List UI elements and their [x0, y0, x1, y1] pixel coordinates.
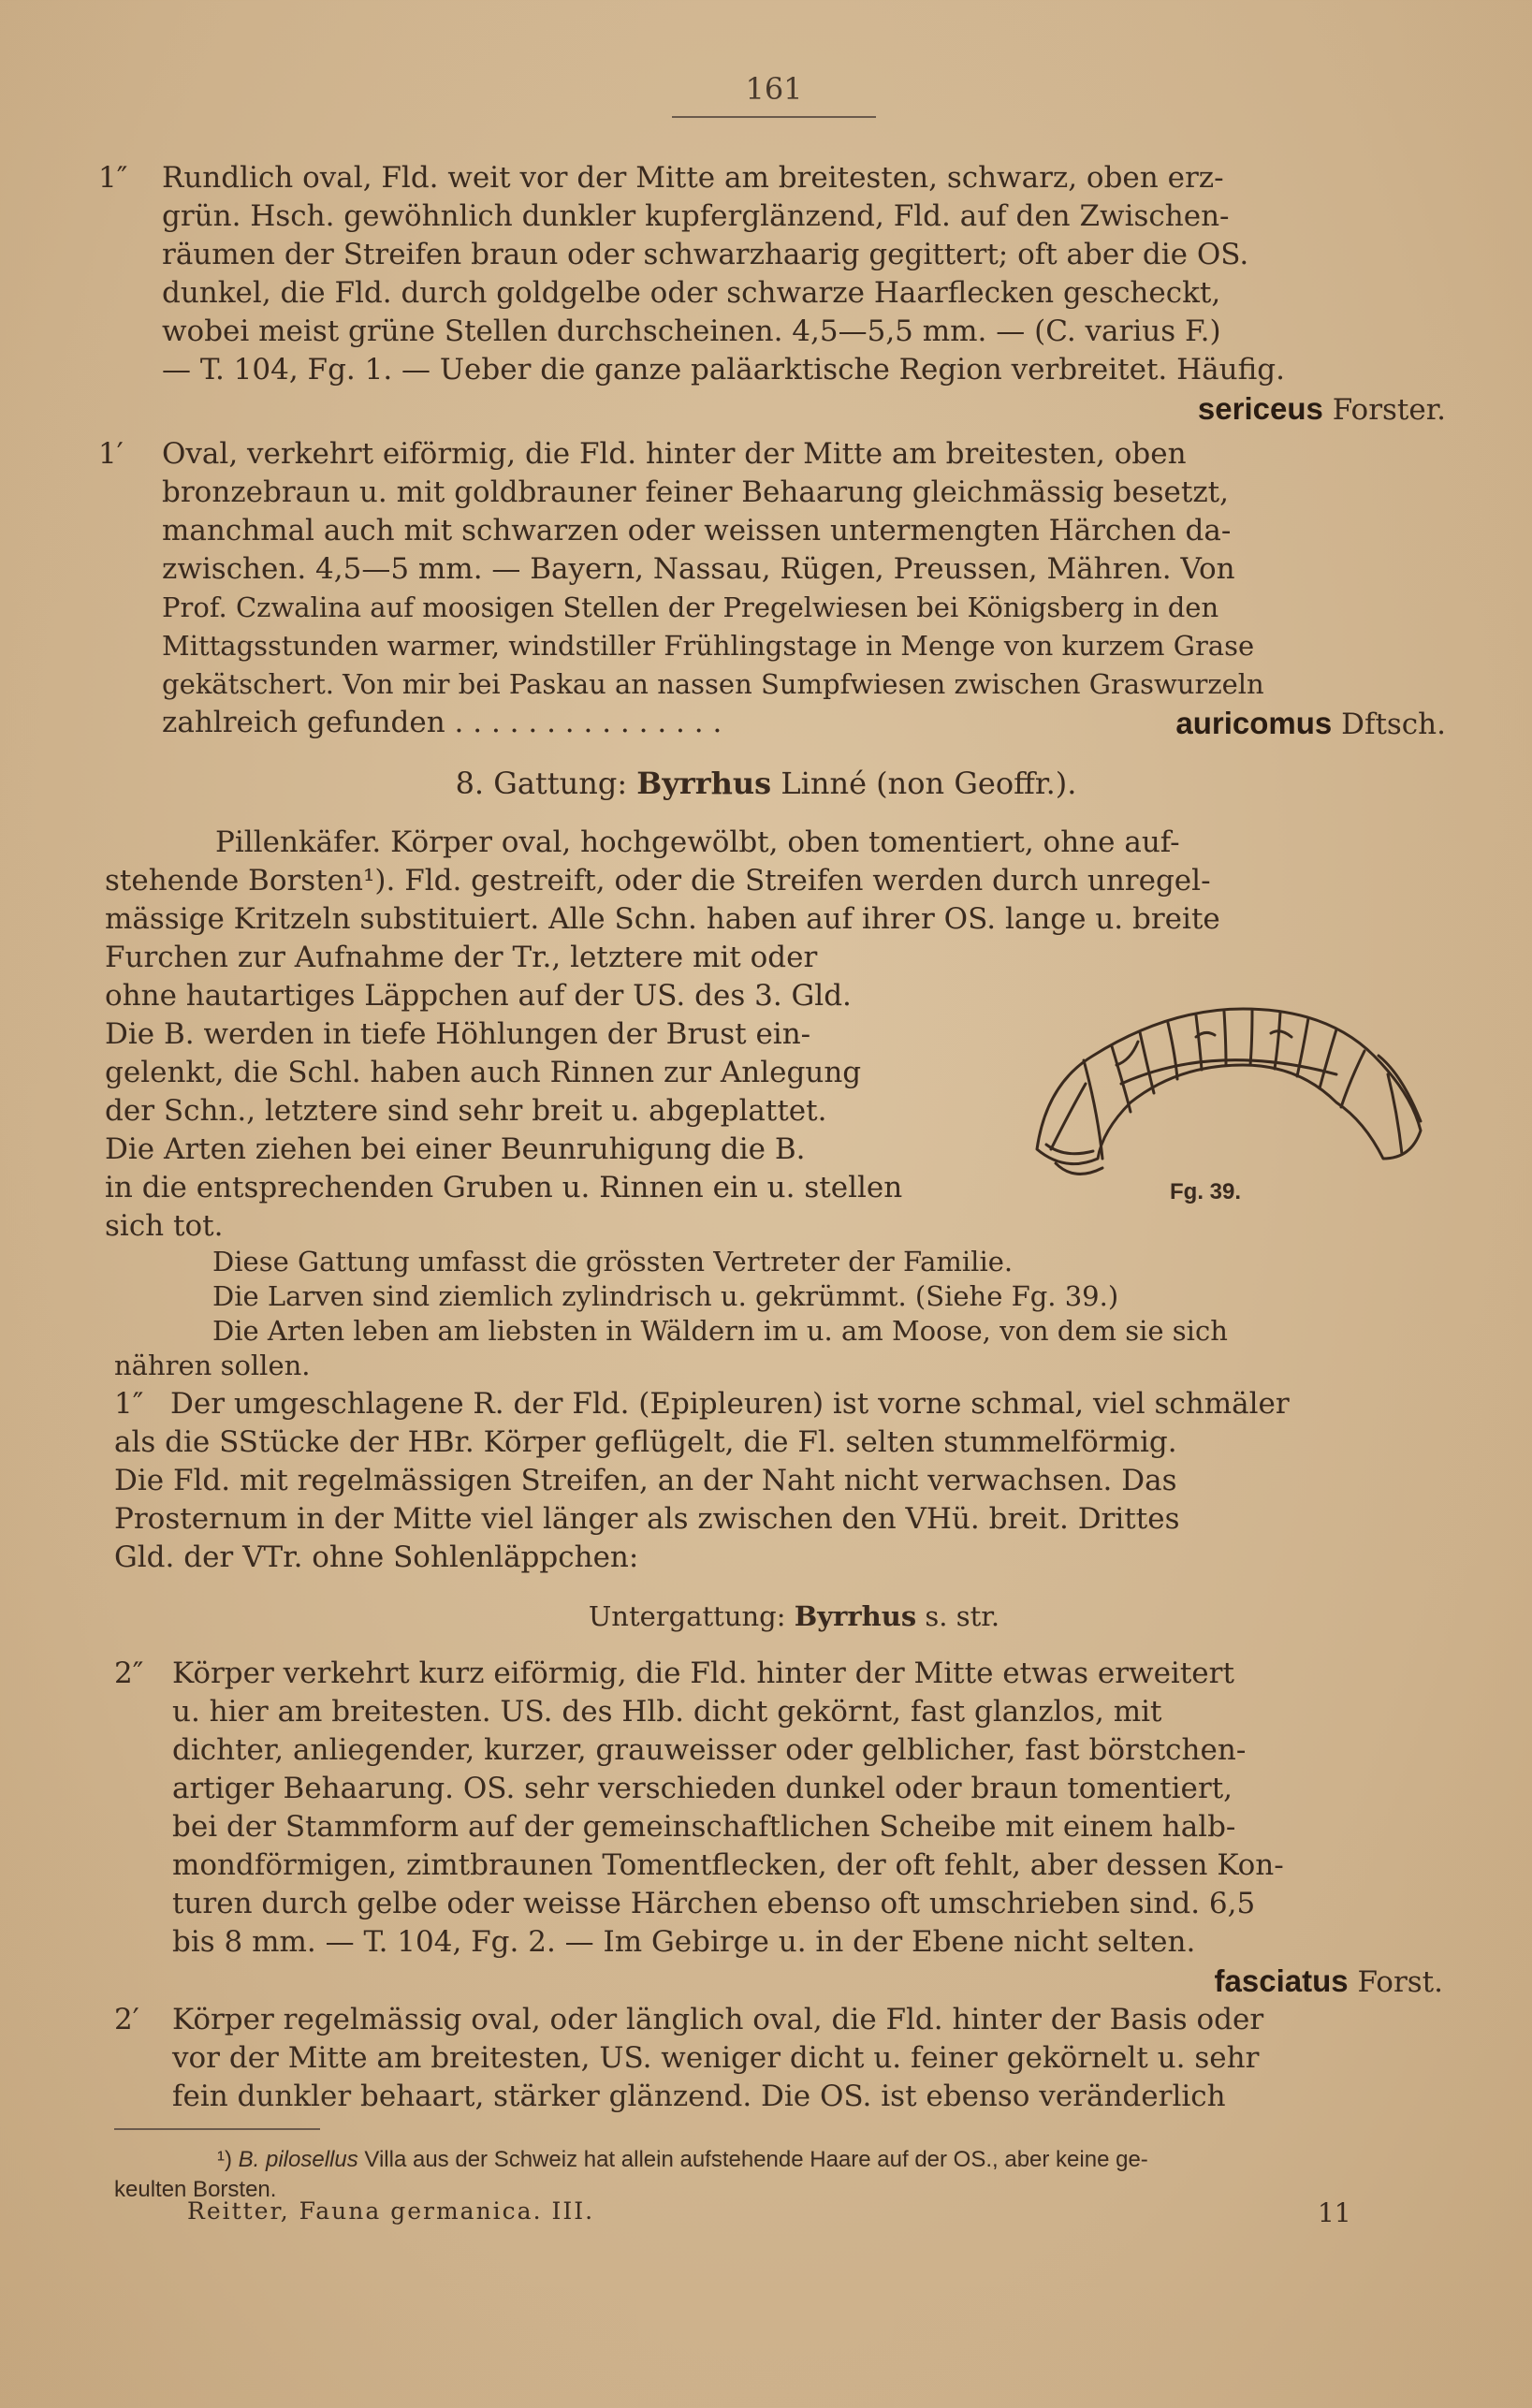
text-line: vor der Mitte am breitesten, US. weniger dicht u. feiner gekörnelt u. sehr	[172, 2041, 1260, 2075]
text-line: Die Arten ziehen bei einer Beunruhigung die B.	[105, 1132, 806, 1166]
text-line: sich tot.	[105, 1209, 224, 1243]
text-line: wobei meist grüne Stellen durchscheinen. 4,5—5,5 mm. — (C. varius F.)	[162, 314, 1221, 348]
key-entry-2	[98, 435, 1446, 744]
key-label: 1′	[98, 437, 124, 471]
footnote-text: Villa aus der Schweiz hat allein aufstehende Haare auf der OS., aber keine ge-	[364, 2147, 1148, 2172]
text-line: bronzebraun u. mit goldbrauner feiner Behaarung gleichmässig besetzt,	[162, 475, 1229, 509]
figure-caption: Fg. 39.	[1170, 1179, 1242, 1204]
species-name: sericeus	[1197, 391, 1323, 426]
text-line: zwischen. 4,5—5 mm. — Bayern, Nassau, Rügen, Preussen, Mähren. Von	[162, 552, 1235, 586]
text-line: ohne hautartiges Läppchen auf der US. des 3. Gld.	[105, 979, 852, 1013]
text-line: Rundlich oval, Fld. weit vor der Mitte am breitesten, schwarz, oben erz-	[162, 161, 1224, 195]
heading-suffix: Linné (non Geoffr.).	[781, 766, 1077, 801]
note-line: nähren sollen.	[114, 1350, 311, 1381]
species-author: Dftsch.	[1341, 708, 1446, 741]
species-author: Forster.	[1332, 393, 1446, 427]
larva-illustration	[1028, 971, 1439, 1215]
text-line: grün. Hsch. gewöhnlich dunkler kupferglänzend, Fld. auf den Zwischen-	[162, 199, 1230, 233]
page-number: 161	[672, 71, 876, 118]
heading-prefix: Untergattung:	[588, 1600, 786, 1632]
text-line: zahlreich gefunden . . . . . . . . . . . . . . .	[162, 706, 722, 739]
text-line: dunkel, die Fld. durch goldgelbe oder schwarze Haarflecken gescheckt,	[162, 276, 1221, 310]
text-line: als die SStücke der HBr. Körper geflügelt, die Fl. selten stummelförmig.	[114, 1425, 1177, 1459]
note-line: Die Larven sind ziemlich zylindrisch u. gekrümmt. (Siehe Fg. 39.)	[212, 1280, 1119, 1312]
species-line	[162, 704, 1446, 744]
key-label: 1″	[98, 161, 128, 195]
text-line: fein dunkler behaart, stärker glänzend. Die OS. ist ebenso veränderlich	[172, 2080, 1226, 2113]
key-text	[162, 159, 1446, 430]
text-line: Der umgeschlagene R. der Fld. (Epipleuren) ist vorne schmal, viel schmäler	[170, 1387, 1290, 1421]
key-text	[172, 1655, 1443, 2002]
text-line: Körper regelmässig oval, oder länglich oval, die Fld. hinter der Basis oder	[172, 2003, 1264, 2036]
species-author: Forst.	[1357, 1965, 1443, 1999]
species-line	[172, 1962, 1443, 2002]
subgenus-name: Byrrhus	[794, 1600, 917, 1632]
text-line: Gld. der VTr. ohne Sohlenläppchen:	[114, 1540, 639, 1574]
text-line: manchmal auch mit schwarzen oder weissen untermengten Härchen da-	[162, 514, 1232, 547]
key-entry-1	[98, 159, 1446, 430]
text-line: Furchen zur Aufnahme der Tr., letztere mit oder	[105, 941, 818, 974]
text-line: Pillenkäfer. Körper oval, hochgewölbt, oben tomentiert, ohne auf-	[215, 825, 1180, 859]
text-line: — T. 104, Fg. 1. — Ueber die ganze paläarktische Region verbreitet. Häufig.	[162, 353, 1285, 387]
key-label: 1″	[114, 1387, 144, 1421]
text-line: dichter, anliegender, kurzer, grauweisser oder gelblicher, fast börstchen-	[172, 1733, 1247, 1767]
key-text	[172, 2001, 1443, 2116]
species-name: auricomus	[1175, 706, 1333, 740]
note-line: Diese Gattung umfasst die grössten Vertreter der Familie.	[212, 1246, 1014, 1277]
text-line: bis 8 mm. — T. 104, Fg. 2. — Im Gebirge u. in der Ebene nicht selten.	[172, 1925, 1196, 1959]
footnote-marker: ¹)	[217, 2147, 232, 2172]
text-line: Körper verkehrt kurz eiförmig, die Fld. hinter der Mitte etwas erweitert	[172, 1656, 1234, 1690]
footer-signature: Reitter, Fauna germanica. III.	[187, 2197, 595, 2225]
text-line: gelenkt, die Schl. haben auch Rinnen zur Anlegung	[105, 1056, 862, 1089]
signature-number: 11	[1318, 2197, 1351, 2228]
text-line: der Schn., letztere sind sehr breit u. abgeplattet.	[105, 1094, 827, 1128]
footnote	[114, 2145, 1452, 2205]
text-line: Oval, verkehrt eiförmig, die Fld. hinter der Mitte am breitesten, oben	[162, 437, 1187, 471]
footnote-rule	[114, 2128, 320, 2130]
key-text	[170, 1385, 1443, 1423]
text-line: Die Fld. mit regelmässigen Streifen, an der Naht nicht verwachsen. Das	[114, 1464, 1177, 1497]
note-line: Die Arten leben am liebsten in Wäldern im u. am Moose, von dem sie sich	[212, 1315, 1228, 1347]
text-line: gekätschert. Von mir bei Paskau an nassen Sumpfwiesen zwischen Graswurzeln	[162, 668, 1264, 700]
text-line: Prof. Czwalina auf moosigen Stellen der Pregelwiesen bei Königsberg in den	[162, 591, 1219, 623]
text-line: in die entsprechenden Gruben u. Rinnen ein u. stellen	[105, 1171, 903, 1204]
key-label: 2′	[114, 2003, 139, 2036]
genus-heading	[0, 766, 1532, 801]
text-line: u. hier am breitesten. US. des Hlb. dicht gekörnt, fast glanzlos, mit	[172, 1695, 1162, 1729]
heading-prefix: 8. Gattung:	[455, 766, 628, 801]
genus-name: Byrrhus	[636, 766, 772, 801]
text-line: mondförmigen, zimtbraunen Tomentflecken, der oft fehlt, aber dessen Kon-	[172, 1848, 1284, 1882]
text-line: Mittagsstunden warmer, windstiller Frühlingstage in Menge von kurzem Grase	[162, 630, 1255, 662]
text-line: stehende Borsten¹). Fld. gestreift, oder die Streifen werden durch unregel-	[105, 864, 1211, 898]
text-line: bei der Stammform auf der gemeinschaftlichen Scheibe mit einem halb-	[172, 1810, 1236, 1844]
text-line: mässige Kritzeln substituiert. Alle Schn. haben auf ihrer OS. lange u. breite	[105, 902, 1220, 936]
genus-notes	[114, 1245, 1443, 1383]
key-entry-3	[114, 1385, 1443, 1577]
text-line: Die B. werden in tiefe Höhlungen der Brust ein-	[105, 1017, 811, 1051]
key-text	[162, 435, 1446, 744]
footnote-text: keulten Borsten.	[114, 2177, 277, 2202]
key-label: 2″	[114, 1656, 144, 1690]
key-entry-5	[114, 2001, 1443, 2116]
heading-suffix: s. str.	[925, 1600, 1000, 1632]
species-name: fasciatus	[1214, 1963, 1349, 1998]
key-entry-4	[114, 1655, 1443, 2002]
footnote-species: B. pilosellus	[238, 2147, 358, 2172]
text-line: Prosternum in der Mitte viel länger als zwischen den VHü. breit. Drittes	[114, 1502, 1180, 1536]
species-line	[162, 389, 1446, 430]
subgenus-heading	[28, 1600, 1532, 1632]
text-line: artiger Behaarung. OS. sehr verschieden dunkel oder braun tomentiert,	[172, 1772, 1233, 1805]
text-line: turen durch gelbe oder weisse Härchen ebenso oft umschrieben sind. 6,5	[172, 1887, 1256, 1920]
text-line: räumen der Streifen braun oder schwarzhaarig gegittert; oft aber die OS.	[162, 238, 1249, 271]
